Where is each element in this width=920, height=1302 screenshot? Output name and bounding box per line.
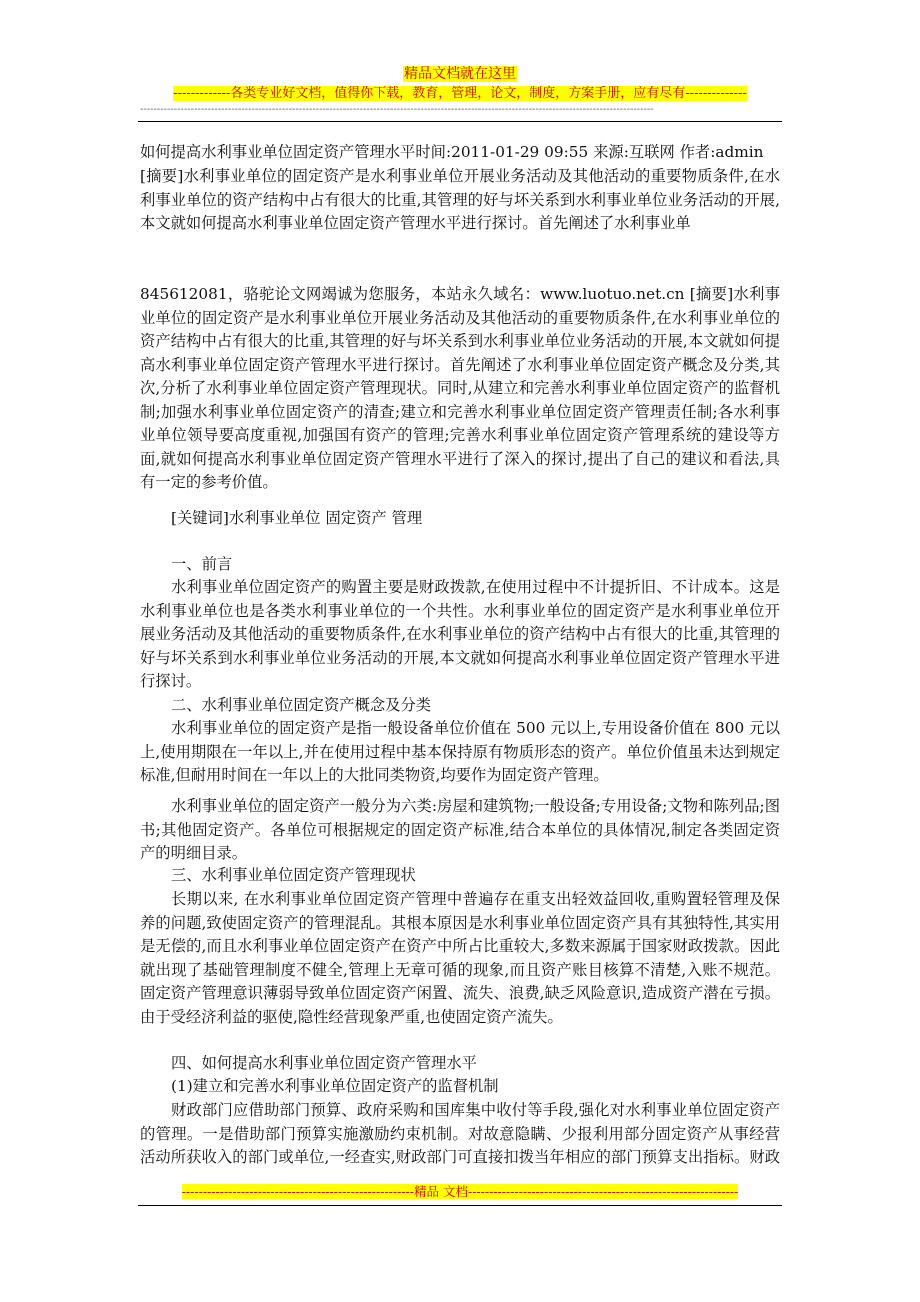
section-3-paragraph: 长期以来, 在水利事业单位固定资产管理中普遍存在重支出轻效益回收,重购置轻管理及保养的问题,致使固定资产的管理混乱。其根本原因是水利事业单位固定资产具有其独特性,其实用是无偿的,而且水利事业单位固定资产在资产中所占比重较大,多数来源属于国家财政拨款。因此就出现了基础管理制度不健全,管理上无章可循的现象,而且资产账目核算不清楚,入账不规范。固定资产管理意识薄弱导致单位固定资产闲置、流失、浪费,缺乏风险意识,造成资产潜在亏损。由于受经济利益的驱使,隐性经营现象严重,也使固定资产流失。	[140, 890, 780, 1026]
section-2-paragraph-2: 水利事业单位的固定资产一般分为六类:房屋和建筑物;一般设备;专用设备;文物和陈列品;图书;其他固定资产。各单位可根据规定的固定资产标准,结合本单位的具体情况,制定各类固定资产的明细目录。	[140, 797, 780, 862]
header-title: 精品文档就在这里	[404, 66, 516, 82]
keywords: [关键词]水利事业单位 固定资产 管理	[171, 509, 423, 527]
summary-intro: [摘要]水利事业单位的固定资产是水利事业单位开展业务活动及其他活动的重要物质条件,在水利事业单位的资产结构中占有很大的比重,其管理的好与坏关系到水利事业单位业务活动的开展,本文就如何提高水利事业单位固定资产管理水平进行探讨。首先阐述了水利事业单	[140, 167, 780, 232]
section-3-heading: 三、水利事业单位固定资产管理现状	[171, 866, 416, 884]
summary-full: 845612081，骆驼论文网竭诚为您服务，本站永久域名：www.luotuo.net.cn [摘要]水利事业单位的固定资产是水利事业单位开展业务活动及其他活动的重要物质条件,在水利事业单位的资产结构中占有很大的比重,其管理的好与坏关系到水利事业单位业务活动的开展,本文就如何提高水利事业单位固定资产管理水平进行探讨。首先阐述了水利事业单位固定资产概念及分类,其次,分析了水利事业单位固定资产管理现状。同时,从建立和完善水利事业单位固定资产的监督机制;加强水利事业单位固定资产的清查;建立和完善水利事业单位固定资产管理责任制;各水利事业单位领导要高度重视,加强国有资产的管理;完善水利事业单位固定资产管理系统的建设等方面,就如何提高水利事业单位固定资产管理水平进行了深入的探讨,提出了自己的建议和看法,具有一定的参考价值。	[140, 285, 780, 491]
footer-rule	[138, 1205, 782, 1206]
section-1-paragraph: 水利事业单位固定资产的购置主要是财政拨款,在使用过程中不计提折旧、不计成本。这是水利事业单位也是各类水利事业单位的一个共性。水利事业单位的固定资产是水利事业单位开展业务活动及其他活动的重要物质条件,在水利事业单位的资产结构中占有很大的比重,其管理的好与坏关系到水利事业单位业务活动的开展,本文就如何提高水利事业单位固定资产管理水平进行探讨。	[140, 578, 780, 690]
section-2-paragraph-1: 水利事业单位的固定资产是指一般设备单位价值在 500 元以上,专用设备价值在 800 元以上,使用期限在一年以上,并在使用过程中基本保持原有物质形态的资产。单位价值虽未达到规定标准,但耐用时间在一年以上的大批同类物资,均要作为固定资产管理。	[140, 719, 780, 784]
section-4-heading: 四、如何提高水利事业单位固定资产管理水平	[171, 1054, 477, 1072]
header-subtitle: -------------各类专业好文档，值得你下载，教育，管理，论文，制度，方案手册，应有尽有--------------	[173, 86, 747, 101]
header-rule	[138, 121, 782, 122]
section-4-subheading-1: (1)建立和完善水利事业单位固定资产的监督机制	[171, 1077, 499, 1095]
section-4-paragraph-1: 财政部门应借助部门预算、政府采购和国库集中收付等手段,强化对水利事业单位固定资产的管理。一是借助部门预算实施激励约束机制。对故意隐瞒、少报利用部分固定资产从事经营活动所获收入的部门或单位,一经查实,财政部门可直接扣拨当年相应的部门预算支出指标。财政	[140, 1101, 780, 1166]
section-1-heading: 一、前言	[171, 555, 233, 573]
header-dash-line: --------------------------------------------------------------------------------------------------------------------------------------------------------	[140, 104, 654, 115]
footer-banner: -------------------------------------------------------精品 文档----------------------------------------------------------------	[181, 1184, 739, 1199]
article-meta-line: 如何提高水利事业单位固定资产管理水平时间:2011-01-29 09:55 来源:互联网 作者:admin	[140, 143, 764, 161]
section-2-heading: 二、水利事业单位固定资产概念及分类	[171, 696, 432, 714]
